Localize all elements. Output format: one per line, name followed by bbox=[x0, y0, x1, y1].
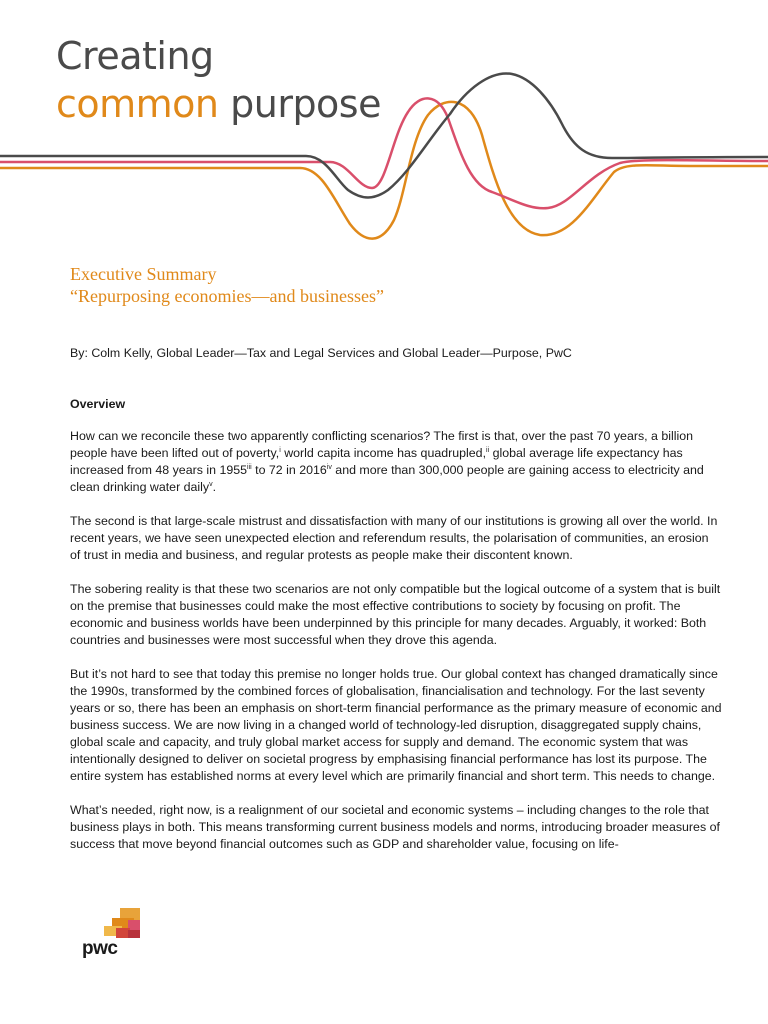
paragraph-1-part-d: to 72 in 2016 bbox=[251, 463, 327, 477]
title-highlight-word: common bbox=[56, 82, 219, 126]
paragraph-1-part-c: global average life expectancy has increased from 48 years in 1955 bbox=[70, 446, 683, 477]
footnote-ref-2: ii bbox=[486, 447, 490, 454]
footnote-ref-1: i bbox=[279, 447, 281, 454]
paragraph-3: The sobering reality is that these two scenarios are not only compatible but the logical outcome of a system that is built on the premise that businesses could make the most effective contributions to society by focusing on profit. The economic and business worlds have been underpinned by this principle for many decades. Arguably, it worked: Both countries and businesses were most successful when they drove this agenda. bbox=[70, 582, 721, 647]
title-line-1: Creating bbox=[56, 34, 214, 78]
footnote-ref-3: iii bbox=[247, 464, 252, 471]
wave-dark-line bbox=[0, 73, 768, 197]
paragraph-1-part-e: and more than 300,000 people are gaining access to electricity and clean drinking water daily bbox=[70, 463, 704, 494]
overview-heading: Overview bbox=[70, 397, 126, 411]
pwc-logo bbox=[82, 908, 146, 960]
paragraph-1-part-a: How can we reconcile these two apparently conflicting scenarios? The first is that, over the past 70 years, a billion people have been lifted out of poverty, bbox=[70, 429, 694, 460]
pwc-logo-text: pwc bbox=[82, 938, 118, 959]
paragraph-1-part-b: world capita income has quadrupled, bbox=[280, 446, 487, 460]
decorative-waves bbox=[0, 60, 768, 260]
title-rest-word: purpose bbox=[230, 82, 381, 126]
paragraph-2: The second is that large-scale mistrust and dissatisfaction with many of our institutions is growing all over the world. In recent years, we have seen unexpected election and referendum results, the polarisation of communities, an erosion of trust in media and business, and regular protests as people make their discontent known. bbox=[70, 514, 718, 562]
executive-summary-subtitle: “Repurposing economies—and businesses” bbox=[70, 286, 384, 306]
executive-summary-heading bbox=[70, 263, 384, 307]
paragraph-4: But it’s not hard to see that today this premise no longer holds true. Our global context has changed dramatically since the 1990s, transformed by the combined forces of globalisation, financialisation and technology. For the last seventy years or so, there has been an emphasis on short-term financial performance as the primary measure of economic and business success. We are now living in a changed world of technology-led disruption, disaggregated supply chains, global scale and capacity, and truly global market access for supply and demand. The economic system that was intentionally designed to deliver on societal progress by emphasising financial performance has lost its purpose. The entire system has established norms at every level which are primarily financial and short term. This needs to change. bbox=[70, 667, 722, 783]
overview-body bbox=[70, 428, 722, 870]
pwc-logo-blocks-icon bbox=[104, 908, 140, 938]
paragraph-5: What’s needed, right now, is a realignment of our societal and economic systems – including changes to the role that business plays in both. This means transforming current business models and norms, introducing broader measures of success that move beyond financial outcomes such as GDP and shareholder value, focusing on life- bbox=[70, 803, 720, 851]
paragraph-1-part-f: . bbox=[212, 480, 217, 494]
author-byline: By: Colm Kelly, Global Leader—Tax and Legal Services and Global Leader—Purpose, PwC bbox=[70, 346, 572, 360]
executive-summary-label: Executive Summary bbox=[70, 264, 217, 284]
paragraph-1 bbox=[70, 428, 722, 496]
footnote-ref-5: v bbox=[209, 481, 213, 488]
footnote-ref-4: iv bbox=[326, 464, 332, 471]
